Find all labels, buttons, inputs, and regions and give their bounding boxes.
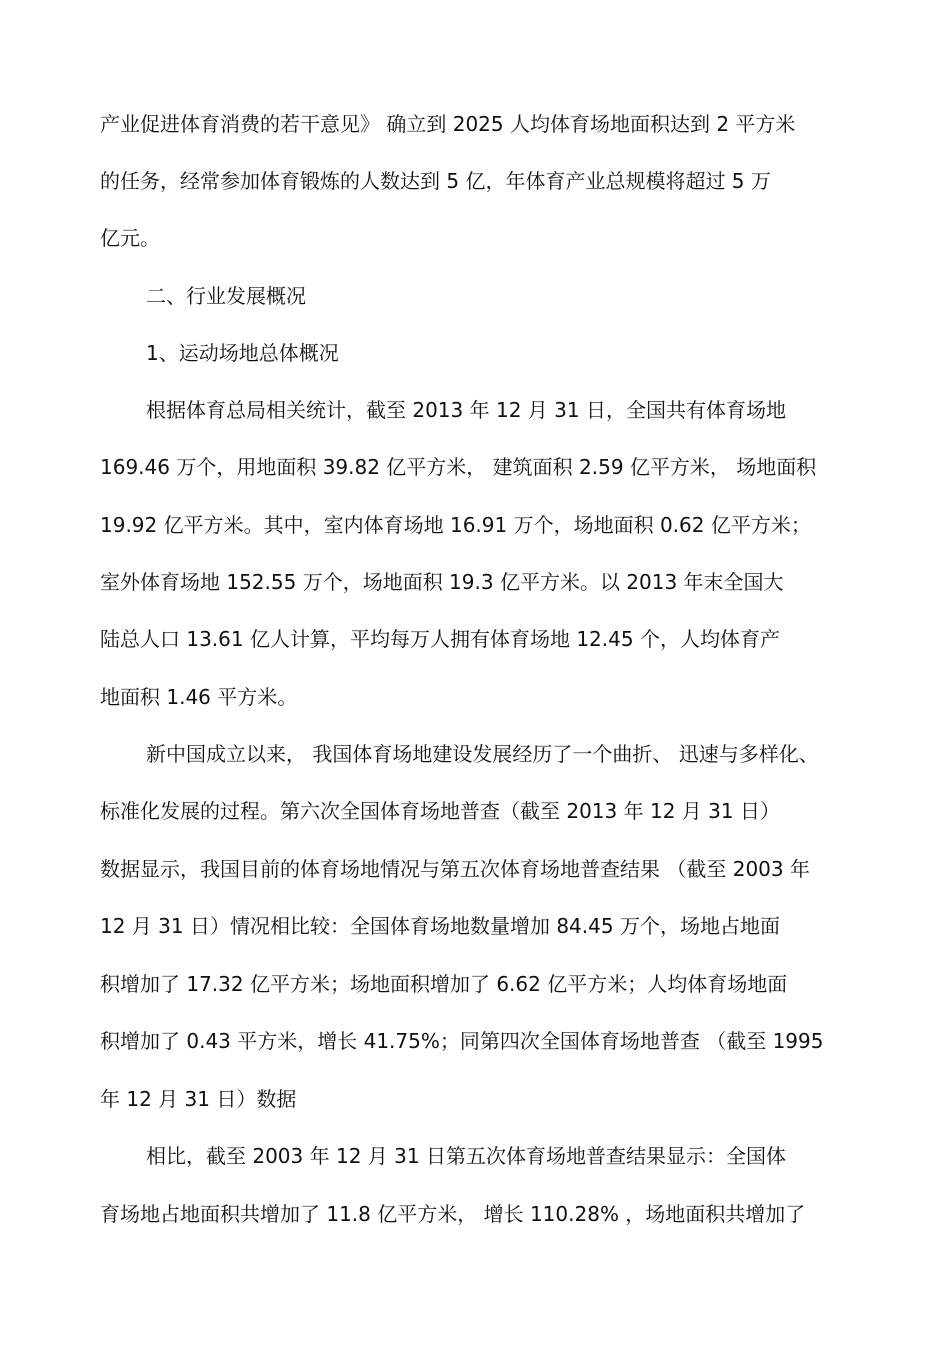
text-line-8: 19.92 亿平方米。其中，室内体育场地 16.91 万个，场地面积 0.62 亿平方米；: [100, 513, 811, 537]
text-line-16: 积增加了 17.32 亿平方米；场地面积增加了 6.62 亿平方米；人均体育场地面: [100, 972, 788, 996]
text-line-11: 地面积 1.46 平方米。: [100, 685, 298, 709]
text-line-18: 年 12 月 31 日）数据: [100, 1087, 297, 1111]
text-line-12: 新中国成立以来， 我国体育场地建设发展经历了一个曲折、 迅速与多样化、: [146, 742, 819, 766]
text-line-9: 室外体育场地 152.55 万个，场地面积 19.3 亿平方米。以 2013 年末全国大: [100, 570, 784, 594]
text-line-10: 陆总人口 13.61 亿人计算，平均每万人拥有体育场地 12.45 个，人均体育产: [100, 627, 780, 651]
text-line-1: 产业促进体育消费的若干意见》 确立到 2025 人均体育场地面积达到 2 平方米: [100, 112, 796, 136]
text-line-13: 标准化发展的过程。第六次全国体育场地普查（截至 2013 年 12 月 31 日）: [100, 799, 780, 823]
subsection-heading: 1、运动场地总体概况: [146, 341, 339, 365]
text-line-17: 积增加了 0.43 平方米，增长 41.75%；同第四次全国体育场地普查 （截至 1995: [100, 1029, 824, 1053]
text-line-15: 12 月 31 日）情况相比较：全国体育场地数量增加 84.45 万个，场地占地面: [100, 914, 780, 938]
text-line-7: 169.46 万个，用地面积 39.82 亿平方米， 建筑面积 2.59 亿平方米， 场地面积: [100, 455, 817, 479]
text-line-6: 根据体育总局相关统计，截至 2013 年 12 月 31 日，全国共有体育场地: [146, 398, 786, 422]
text-line-20: 育场地占地面积共增加了 11.8 亿平方米， 增长 110.28% ，场地面积共增加了: [100, 1202, 806, 1226]
text-line-19: 相比，截至 2003 年 12 月 31 日第五次体育场地普查结果显示：全国体: [146, 1144, 786, 1168]
text-line-14: 数据显示，我国目前的体育场地情况与第五次体育场地普查结果 （截至 2003 年: [100, 857, 810, 881]
text-line-3: 亿元。: [100, 226, 160, 250]
text-line-2: 的任务，经常参加体育锻炼的人数达到 5 亿，年体育产业总规模将超过 5 万: [100, 169, 771, 193]
section-heading: 二、行业发展概况: [146, 284, 306, 308]
